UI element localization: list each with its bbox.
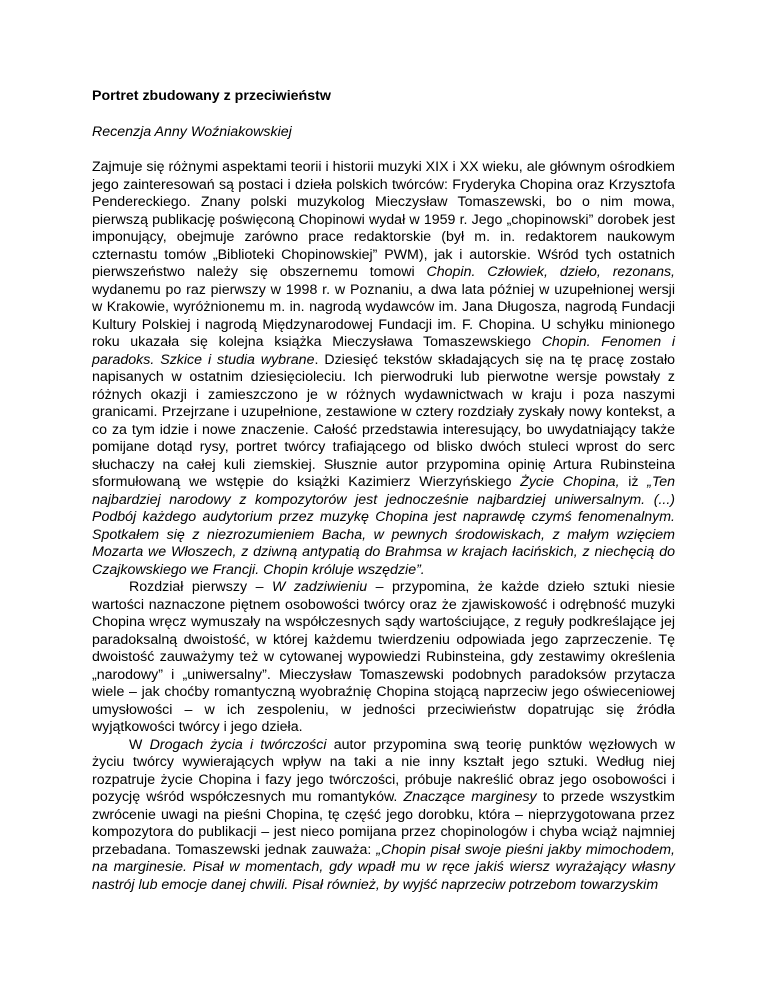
paragraph-2	[92, 579, 675, 737]
document-subtitle: Recenzja Anny Woźniakowskiej	[92, 123, 292, 140]
text-run: wydanemu po raz pierwszy w 1998 r. w Poznaniu, a dwa lata później w uzupełnionej wersji w Krakowie, wyróżnionemu m. in. nagrodą wydawców im. Jana Długosza, nagrodą Fundacji Kultury Polskiej i nagrodą Międzynarodowej Fundacji im. F. Chopina. U schyłku minionego roku ukazała się kolejna książka Mieczysława Tomaszewskiego	[92, 281, 675, 350]
text-run: Zajmuje się różnymi aspektami teorii i historii muzyki XIX i XX wieku, ale głównym ośrodkiem jego zainteresowań są postaci i dzieła polskich twórców: Fryderyka Chopina oraz Krzysztofa Pendereckiego. Znany polski muzykolog Mieczysław Tomaszewski, bo o nim mowa, pierwszą publikację poświęconą Chopinowi wydał w 1959 r. Jego „chopinowski” dorobek jest imponujący, obejmuje zarówno prace redaktorskie (był m. in. redaktorem naukowym czternastu tomów „Biblioteki Chopinowskiej” PWM), jak i autorskie. Wśród tych ostatnich pierwszeństwo należy się obszernemu tomowi	[92, 159, 675, 280]
text-run-italic: Chopin. Fenomen i paradoks. Szkice i studia wybrane	[92, 334, 675, 368]
text-run-italic: Znaczące marginesy	[403, 789, 537, 805]
text-run-italic: Drogach życia i twórczości	[149, 736, 327, 753]
text-run-italic: W zadziwieniu	[271, 579, 368, 595]
text-run-italic: Chopin. Człowiek, dzieło, rezonans,	[426, 264, 675, 280]
text-run: . Dziesięć tekstów składających się na tę pracę zostało napisanych w ostatnim dziesięcioleciu. Ich pierwodruki lub pierwotne wersje powstały z różnych okazji i zamieszczono je w różnych wydawnictwach w kraju i poza naszymi granicami. Przejrzane i uzupełnione, zestawione w cztery rozdziały zyskały nowy kontekst, a co za tym idzie i nowe znaczenie. Całość przedstawia interesujący, bo uwydatniający także pomijane dotąd rysy, portret twórcy trafiającego od blisko dwóch stuleci wprost do serc słuchaczy na całej kuli ziemskiej. Słusznie autor przypomina opinię Artura Rubinsteina sformułowaną we wstępie do książki Kazimierz Wierzyńskiego	[92, 351, 675, 490]
document-page	[92, 88, 675, 894]
text-run: – przypomina, że każde dzieło sztuki niesie wartości naznaczone piętnem osobowości twórcy oraz że zjawiskowość i odrębność muzyki Chopina wręcz wymuszały na współczesnych sądy wartościujące, z reguły podkreślające jej paradoksalną dwoistość, w której każdemu twierdzeniu odpowiada jego zaprzeczenie. Tę dwoistość zauważymy też w cytowanej wypowiedzi Rubinsteina, gdy zestawimy określenia „narodowy” i „uniwersalny”. Mieczysław Tomaszewski podobnych paradoksów przytacza wiele – jak choćby romantyczną wyobraźnię Chopina stojącą naprzeciw jego oświeceniowej umysłowości – w ich zespoleniu, w jedności przeciwieństw dopatrując się źródła wyjątkowości twórcy i jego dzieła.	[92, 579, 675, 735]
text-run-italic: „Chopin pisał swoje pieśni jakby mimochodem, na marginesie. Pisał w momentach, gdy wpadł mu w ręce jakiś wiersz wyrażający własny nastrój lub emocje danej chwili. Pisał również, by wyjść naprzeciw potrzebom towarzyskim	[92, 841, 675, 893]
text-run: W	[129, 736, 150, 753]
text-run: iż	[619, 474, 648, 490]
text-run: autor przypomina swą teorię punktów węzłowych w życiu twórcy wywierających wpływ na taki a nie inny kształt jego sztuki. Według niej rozpatruje życie Chopina i fazy jego twórczości, próbuje nakreślić obraz jego osobowości i pozycję wśród współczesnych mu romantyków.	[92, 736, 675, 805]
text-run: Rozdział pierwszy –	[129, 579, 272, 595]
text-run: to przede wszystkim zwrócenie uwagi na pieśni Chopina, tę część jego dorobku, która – nieprzygotowana przez kompozytora do publikacji – jest nieco pomijana przez chopinologów i chyba wciąż najmniej przebadana. Tomaszewski jednak zauważa:	[92, 789, 675, 858]
document-title: Portret zbudowany z przeciwieństw	[92, 88, 331, 104]
paragraph-3	[92, 737, 675, 895]
text-run-italic: Życie Chopina,	[520, 474, 620, 490]
text-run-italic: „Ten najbardziej narodowy z kompozytorów jest jednocześnie najbardziej uniwersalnym. (...) Podbój każdego audytorium przez muzykę Chopina jest naprawdę czymś fenomenalnym. Spotkałem się z niezrozumieniem Bacha, w pewnych środowiskach, z małym wzięciem Mozarta we Włoszech, z dziwną antypatią do Brahmsa w krajach łacińskich, z niechęcią do Czajkowskiego we Francji. Chopin króluje wszędzie”.	[92, 474, 675, 578]
paragraph-1	[92, 159, 675, 579]
